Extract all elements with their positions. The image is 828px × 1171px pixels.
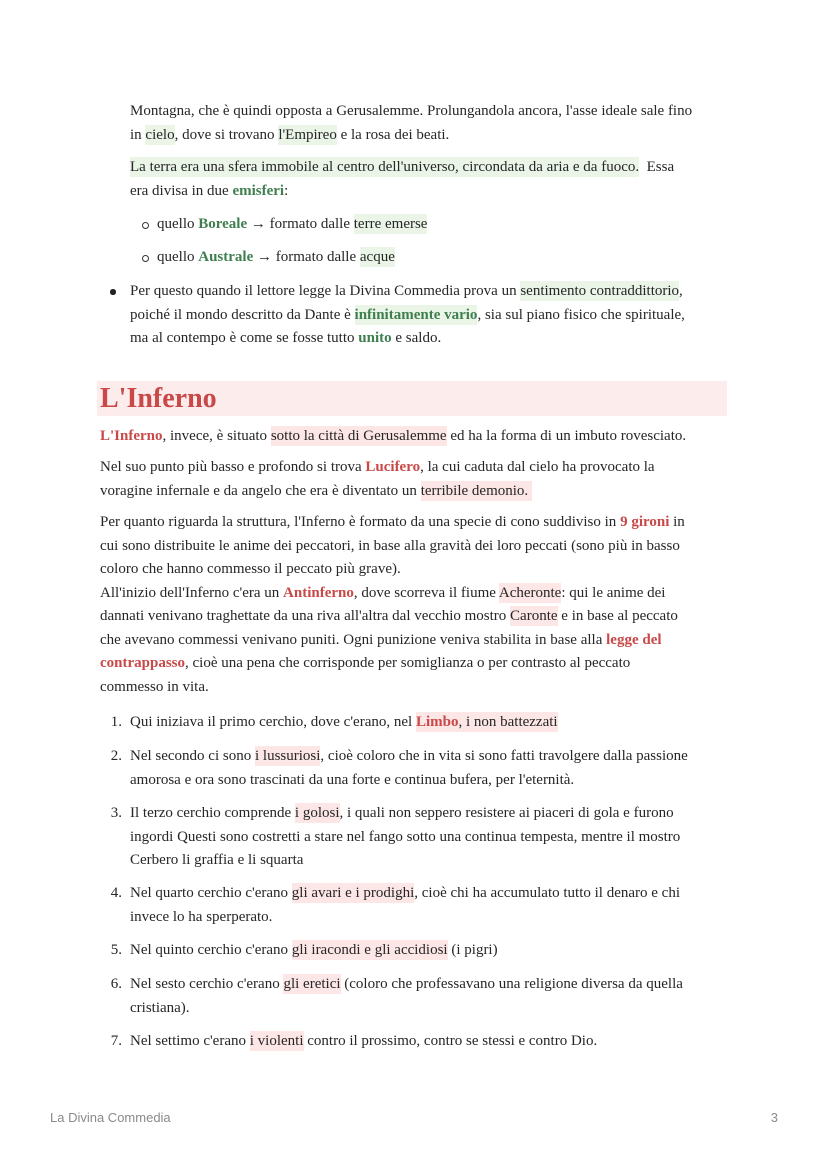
text-run: Nel suo punto più basso e profondo si trova [100,459,366,475]
text-run: e saldo. [391,330,442,346]
circle-list-item [110,973,683,1020]
list-number: 4. [110,885,122,901]
text-line [100,511,685,535]
highlight-green: terre emerse [353,216,428,232]
text-run: Nel secondo ci sono [130,748,255,764]
text-run: cristiana). [130,999,190,1016]
text-run: e in base al peccato [557,608,678,624]
highlight-pink: sotto la città di Gerusalemme [270,428,447,444]
text-line [130,180,674,204]
text-line [130,124,692,148]
highlight-pink: gli eretici [283,976,341,992]
text-line [130,939,498,963]
highlight-green: sentimento contraddittorio [520,283,680,299]
bullet-icon [110,289,116,295]
text-run: Per quanto riguarda la struttura, l'Inferno è formato da una specie di cono suddiviso in [100,514,621,530]
key-term-red: 9 gironi [620,514,670,530]
text-run: , [679,283,683,299]
text-line [130,849,680,873]
key-term-red: L'Inferno [100,428,163,444]
text-run: , sia sul piano fisico che spirituale, [477,306,685,323]
highlight-pink: , i non battezzati [458,714,558,730]
text-run: in [130,126,146,143]
text-line [130,327,685,351]
text-line [100,582,685,606]
list-number: 5. [110,942,122,958]
text-run: Nel quinto cerchio c'erano [130,942,292,958]
text-run: , invece, è situato [162,428,271,444]
text-run: (coloro che professavano una religione diversa da quella [340,976,683,992]
key-term-green: Boreale [198,216,248,232]
circle-list-item [110,1030,598,1054]
highlight-pink: i violenti [249,1033,304,1049]
text-line [130,280,685,304]
text-run: contro il prossimo, contro se stessi e contro Dio. [303,1033,598,1049]
text-line [130,826,680,850]
key-term-red: contrappasso [100,655,186,671]
text-run: → formato dalle [253,249,360,265]
text-run: quello [157,249,199,265]
text-line [100,456,655,480]
text-run: ingordi Questi sono costretti a stare nel fango sotto una continua tempesta, mentre il mostro [130,828,681,845]
text-run: Il terzo cerchio comprende [130,805,295,821]
text-line [100,480,655,504]
text-run: commesso in vita. [100,678,209,695]
list-number: 6. [110,976,122,992]
list-number: 2. [110,748,122,764]
text-run: , i quali non seppero resistere ai piaceri di gola e furono [339,805,674,821]
text-run: era divisa in due [130,182,233,199]
text-line [130,973,683,997]
text-run: in [669,514,685,530]
key-term-green: infinitamente vario [354,306,478,323]
highlight-pink: gli avari e i prodighi [291,885,415,901]
key-term-red: Limbo [415,714,459,730]
highlight-green: acque [359,249,395,265]
key-term-green: Australe [198,249,254,265]
text-run: Per questo quando il lettore legge la Divina Commedia prova un [130,283,521,299]
text-run: , cioè una pena che corrisponde per somiglianza o per contrasto al peccato [185,655,631,671]
inferno-paragraph [100,456,655,503]
text-line [100,676,685,700]
text-line [130,156,674,180]
text-run: poiché il mondo descritto da Dante è [130,306,355,323]
text-run: quello [157,216,199,232]
text-run: Nel sesto cerchio c'erano [130,976,284,992]
text-line [100,558,685,582]
section-heading: L'Inferno [100,383,217,414]
text-run: , cioè coloro che in vita si sono fatti travolgere dalla passione [320,748,688,764]
text-run: (i pigri) [447,942,498,958]
text-run: : qui le anime dei [561,584,666,601]
text-run: All'inizio dell'Inferno c'era un [100,584,284,601]
text-line [130,100,692,124]
intro-paragraph [130,156,674,203]
text-run: → formato dalle [247,216,354,232]
intro-paragraph [130,100,692,147]
text-line [130,745,688,769]
text-run: : [284,182,289,199]
list-number: 3. [110,805,122,821]
text-run: Essa [639,159,675,175]
text-run: e la rosa dei beati. [336,126,450,143]
key-term-green: emisferi [232,182,285,199]
text-run: , la cui caduta dal cielo ha provocato la [420,459,655,475]
highlight-pink: gli iracondi e gli accidiosi [291,942,448,958]
text-line [130,802,680,826]
list-number: 1. [110,714,122,730]
text-line [157,246,395,270]
highlight-green: l'Empireo [278,126,337,143]
circle-list-item [110,802,681,873]
text-run: che avevano commessi venivano puniti. Ogni punizione veniva stabilita in base alla [100,631,607,648]
text-run: amorosa e ora sono trascinati da una forte e continua bufera, per l'eternità. [130,771,575,788]
text-run: , dove si trovano [174,126,279,143]
key-term-red: Lucifero [365,459,421,475]
text-run: cui sono distribuite le anime dei peccatori, in base alla gravità dei loro peccati (sono più in basso [100,537,680,554]
circle-list-item [110,939,498,963]
list-number: 7. [110,1033,122,1049]
text-line [130,997,683,1021]
text-run: voragine infernale e da angelo che era è diventato un [100,482,421,499]
text-line [130,906,680,930]
text-line [100,652,685,676]
hemisphere-list-item [157,213,427,237]
text-line [157,213,427,237]
hemisphere-list-item [157,246,395,270]
text-line [130,882,680,906]
text-run: ed ha la forma di un imbuto rovesciato. [446,428,687,444]
inferno-paragraph [100,511,685,699]
key-term-red: Antinferno [283,584,354,601]
key-term-green: unito [358,330,392,346]
highlight-green: cielo [145,126,175,143]
text-run: Nel settimo c'erano [130,1033,250,1049]
text-run: Montagna, che è quindi opposta a Gerusalemme. Prolungandola ancora, l'asse ideale sale fino [130,103,693,119]
text-run: dannati venivano traghettate da una riva all'altra dal vecchio mostro [100,608,511,624]
highlight-pink: Caronte [510,608,558,624]
hollow-bullet-icon [142,255,149,262]
highlight-pink: i golosi [294,805,340,821]
circle-list-item [110,745,688,792]
text-line [130,769,688,793]
circle-list-item [110,882,680,929]
text-run: , dove scorreva il fiume [353,584,499,601]
highlight-pink: Acheronte [498,584,562,601]
text-run: Cerbero li graffia e li squarta [130,852,304,868]
text-run: Nel quarto cerchio c'erano [130,885,292,901]
key-term-red: legge del [606,631,662,648]
text-run: invece lo ha sperperato. [130,908,273,925]
text-line [100,629,685,653]
highlight-pink: terribile demonio. [420,482,532,499]
text-line [100,425,686,449]
text-line [100,535,685,559]
text-line [130,711,558,735]
circle-list-item [110,711,558,735]
footer-page-number: 3 [770,1110,778,1125]
text-run: coloro che hanno commesso il peccato più grave). [100,561,401,577]
bullet-list-item [130,280,685,351]
text-line [130,1030,597,1054]
text-run: ma al contempo è come se fosse tutto [130,330,359,346]
text-line [100,605,685,629]
footer-document-title: La Divina Commedia [50,1110,171,1125]
text-line [130,304,685,328]
hollow-bullet-icon [142,222,149,229]
inferno-paragraph [100,425,686,449]
highlight-green: La terra era una sfera immobile al centro dell'universo, circondata da aria e da fuoco. [130,159,640,175]
text-run: , cioè chi ha accumulato tutto il denaro e chi [414,885,680,901]
text-run: Qui iniziava il primo cerchio, dove c'erano, nel [130,714,416,730]
highlight-pink: i lussuriosi [254,748,321,764]
section-heading-bar [97,381,727,416]
